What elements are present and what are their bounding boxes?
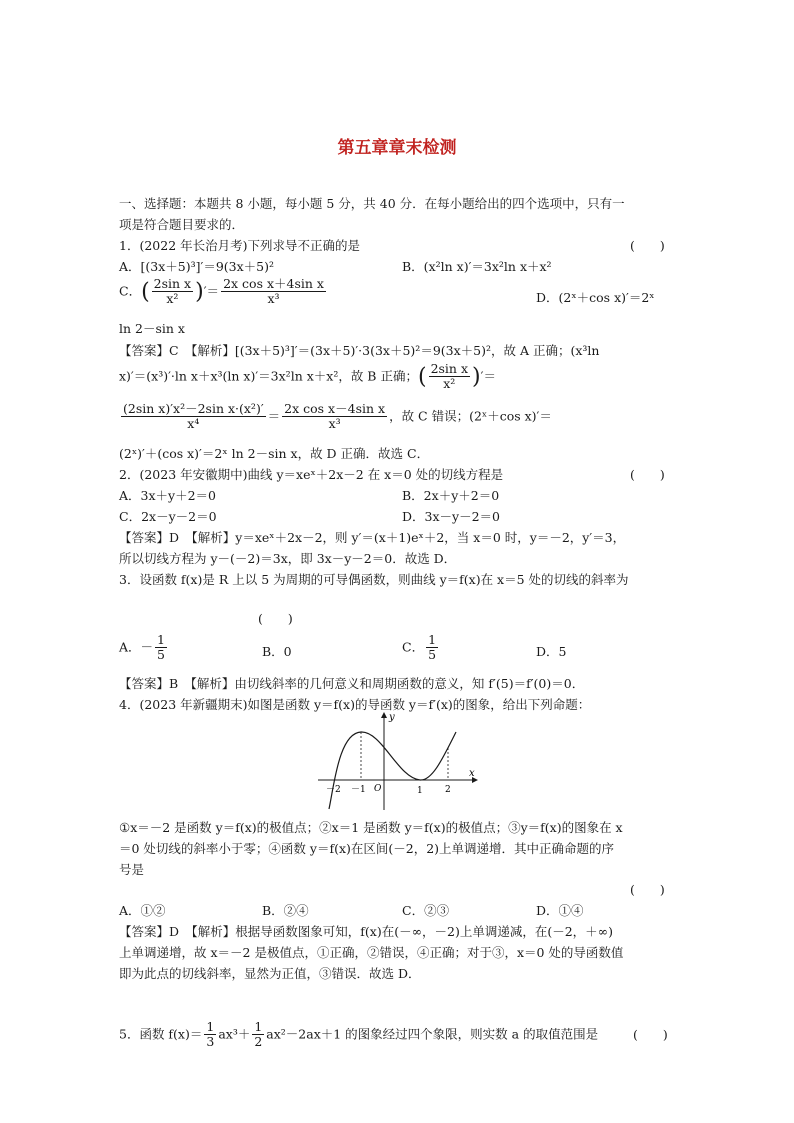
q1-answer-fraction (429, 362, 470, 392)
derivative-curve (329, 732, 456, 809)
q5-stem-part-c: ax²－2ax＋1 的图象经过四个象限，则实数 a 的取值范围是 (266, 1026, 599, 1042)
q5-fraction-2-den: 2 (254, 1034, 263, 1050)
tick-minus-1: －1 (351, 785, 366, 795)
q4-option-d: D．①④ (536, 903, 584, 918)
q1-option-d: D．(2ˣ＋cos x)′＝2ˣ (536, 290, 655, 305)
q4-answer-line2: 上单调递增，故 x＝－2 是极值点，①正确，②错误，④正确；对于③，x＝0 处的导函数值 (119, 945, 624, 960)
q1-option-c-eq: ′＝ (203, 283, 220, 299)
tick-2: 2 (445, 785, 451, 795)
q4-answer-line3: 即为此点的切线斜率，显然为正值，③错误．故选 D． (119, 966, 421, 981)
q2-option-a: A．3x＋y＋2＝0 (119, 488, 216, 503)
q1-answer-quotient-num: (2sin x)′x²－2sin x·(x²)′ (123, 401, 264, 416)
q3-answer: 【答案】B 【解析】由切线斜率的几何意义和周期函数的意义，知 f′(5)＝f′(0)＝0． (119, 676, 585, 691)
q3-option-c-fraction (426, 633, 438, 663)
q1-option-c-label: C． (119, 283, 142, 299)
q2-option-b: B．2x＋y＋2＝0 (402, 488, 500, 503)
q4-stem: 4．(2023 年新疆期末)如图是函数 y＝f(x)的导函数 y＝f′(x)的图象，给出下列命题： (119, 697, 591, 712)
q3-option-c (402, 633, 440, 663)
q1-stem: 1．(2022 年长治月考)下列求导不正确的是 (119, 238, 360, 253)
q1-answer-line2: x)′＝(x³)′·ln x＋x³(ln x)′＝3x²ln x＋x²，故 B 正确；( $\frac{\text{2sin x}}{\text{x²}}$ )′＝ (119, 361, 496, 392)
q1-option-a: A．[(3x＋5)³]′＝9(3x＋5)² (119, 259, 275, 274)
q5-stem-part-a: 5．函数 f(x)＝ (119, 1026, 203, 1042)
q3-option-c-den: 5 (428, 647, 437, 663)
q1-option-c-fraction (152, 277, 193, 307)
q3-option-d: D．5 (536, 644, 567, 659)
q4-option-b: B．②④ (262, 903, 309, 918)
q1-answer-simplified (282, 402, 387, 432)
q3-option-c-num: 1 (428, 632, 437, 647)
q3-option-a (119, 633, 169, 663)
q3-option-a-num: 1 (157, 632, 165, 647)
q3-option-b: B．0 (262, 644, 292, 659)
q1-option-c: C．( $\frac{\text{2sin x}}{\text{x²}}$ )′＝ $\frac{\text{2x cos x＋4sin x}}{\text{x³}}$ (119, 276, 324, 307)
section-heading-line1: 一、选择题：本题共 8 小题，每小题 5 分，共 40 分．在每小题给出的四个选项中，只有一 (119, 196, 625, 211)
q5-fraction-2 (252, 1020, 264, 1050)
q1-option-c-numerator: 2sin x (153, 276, 192, 291)
q1-option-c-denominator: x² (166, 291, 179, 307)
q4-option-a: A．①② (119, 903, 166, 918)
q1-answer-simplified-num: 2x cos x－4sin x (284, 401, 386, 416)
q1-answer-line2-text: x)′＝(x³)′·ln x＋x³(ln x)′＝3x²ln x＋x²，故 B 正确； (119, 368, 418, 384)
q3-option-a-fraction (155, 633, 167, 663)
q2-option-d: D．3x－y－2＝0 (402, 509, 500, 524)
y-axis-arrow (381, 712, 387, 718)
graph-y-label: y (389, 712, 395, 723)
q1-answer-line4: (2ˣ)′＋(cos x)′＝2ˣ ln 2－sin x，故 D 正确．故选 C． (119, 446, 430, 461)
q2-answer-paren: ( ) (630, 467, 665, 482)
q1-answer-eq: ′＝ (480, 368, 496, 384)
tick-1: 1 (417, 786, 423, 796)
q5-stem-part-b: ax³＋ (218, 1026, 251, 1042)
q5-fraction-1-num: 1 (206, 1019, 215, 1034)
q1-option-c-result-num: 2x cos x＋4sin x (223, 276, 324, 291)
q3-stem: 3．设函数 f(x)是 R 上以 5 为周期的可导偶函数，则曲线 y＝f(x)在 x＝5 处的切线的斜率为 (119, 572, 629, 587)
q4-option-c: C．②③ (402, 903, 450, 918)
q1-answer-paren: ( ) (630, 238, 665, 253)
q1-answer-simplified-den: x³ (328, 416, 341, 432)
q1-answer-fraction-num: 2sin x (430, 361, 469, 376)
q1-answer-line1: 【答案】C 【解析】[(3x＋5)³]′＝(3x＋5)′·3(3x＋5)²＝9(3x＋5)²，故 A 正确；(x³ln (119, 343, 600, 358)
q1-answer-quotient-den: x⁴ (187, 416, 200, 432)
tick-minus-2: －2 (326, 785, 341, 795)
q1-answer-quotient (121, 402, 266, 432)
q1-answer-fraction-den: x² (443, 376, 456, 392)
q1-answer-quotient-eq: ＝ (267, 408, 281, 424)
q3-option-a-label: A．－ (119, 639, 154, 655)
q1-answer-line3 (119, 402, 552, 432)
q4-answer-line1: 【答案】D 【解析】根据导函数图象可知，f(x)在(－∞，－2)上单调递减，在(－2，＋∞) (119, 924, 613, 939)
q3-answer-paren: ( ) (258, 611, 293, 626)
q4-propositions-line1: ①x＝－2 是函数 y＝f(x)的极值点；②x＝1 是函数 y＝f(x)的极值点；③y＝f(x)的图象在 x (119, 820, 623, 835)
q2-answer-line2: 所以切线方程为 y－(－2)＝3x，即 3x－y－2＝0．故选 D． (119, 551, 457, 566)
graph-x-label: x (469, 768, 475, 779)
q4-propositions-line3: 号是 (119, 862, 145, 877)
origin-label: O (374, 784, 382, 794)
q5-fraction-1-den: 3 (206, 1034, 215, 1050)
q4-answer-paren: ( ) (630, 882, 665, 897)
section-heading-line2: 项是符合题目要求的． (119, 217, 245, 232)
q4-propositions-line2: ＝0 处切线的斜率小于零；④函数 y＝f(x)在区间(－2，2)上单调递增．其中正确命题的序 (119, 841, 615, 856)
q5-fraction-1 (204, 1020, 216, 1050)
q1-option-b: B．(x²ln x)′＝3x²ln x＋x² (402, 259, 552, 274)
q2-answer-line1: 【答案】D 【解析】y＝xeˣ＋2x－2，则 y′＝(x＋1)eˣ＋2，当 x＝0 时，y＝－2，y′＝3， (119, 530, 626, 545)
q5-answer-paren: ( ) (633, 1027, 668, 1042)
q1-answer-line3-tail: ，故 C 错误；(2ˣ＋cos x)′＝ (389, 408, 552, 424)
q1-option-d-cont: ln 2－sin x (119, 321, 185, 336)
q3-option-a-den: 5 (157, 647, 165, 663)
q5-fraction-2-num: 1 (254, 1019, 263, 1034)
derivative-graph (314, 708, 484, 812)
q2-stem: 2．(2023 年安徽期中)曲线 y＝xeˣ＋2x－2 在 x＝0 处的切线方程是 (119, 467, 504, 482)
q3-option-c-label: C． (402, 639, 425, 655)
page-title: 第五章章末检测 (337, 138, 457, 158)
q1-option-c-result (221, 277, 326, 307)
q5-stem (119, 1020, 598, 1050)
q2-option-c: C．2x－y－2＝0 (119, 509, 217, 524)
q1-option-c-result-den: x³ (267, 291, 280, 307)
